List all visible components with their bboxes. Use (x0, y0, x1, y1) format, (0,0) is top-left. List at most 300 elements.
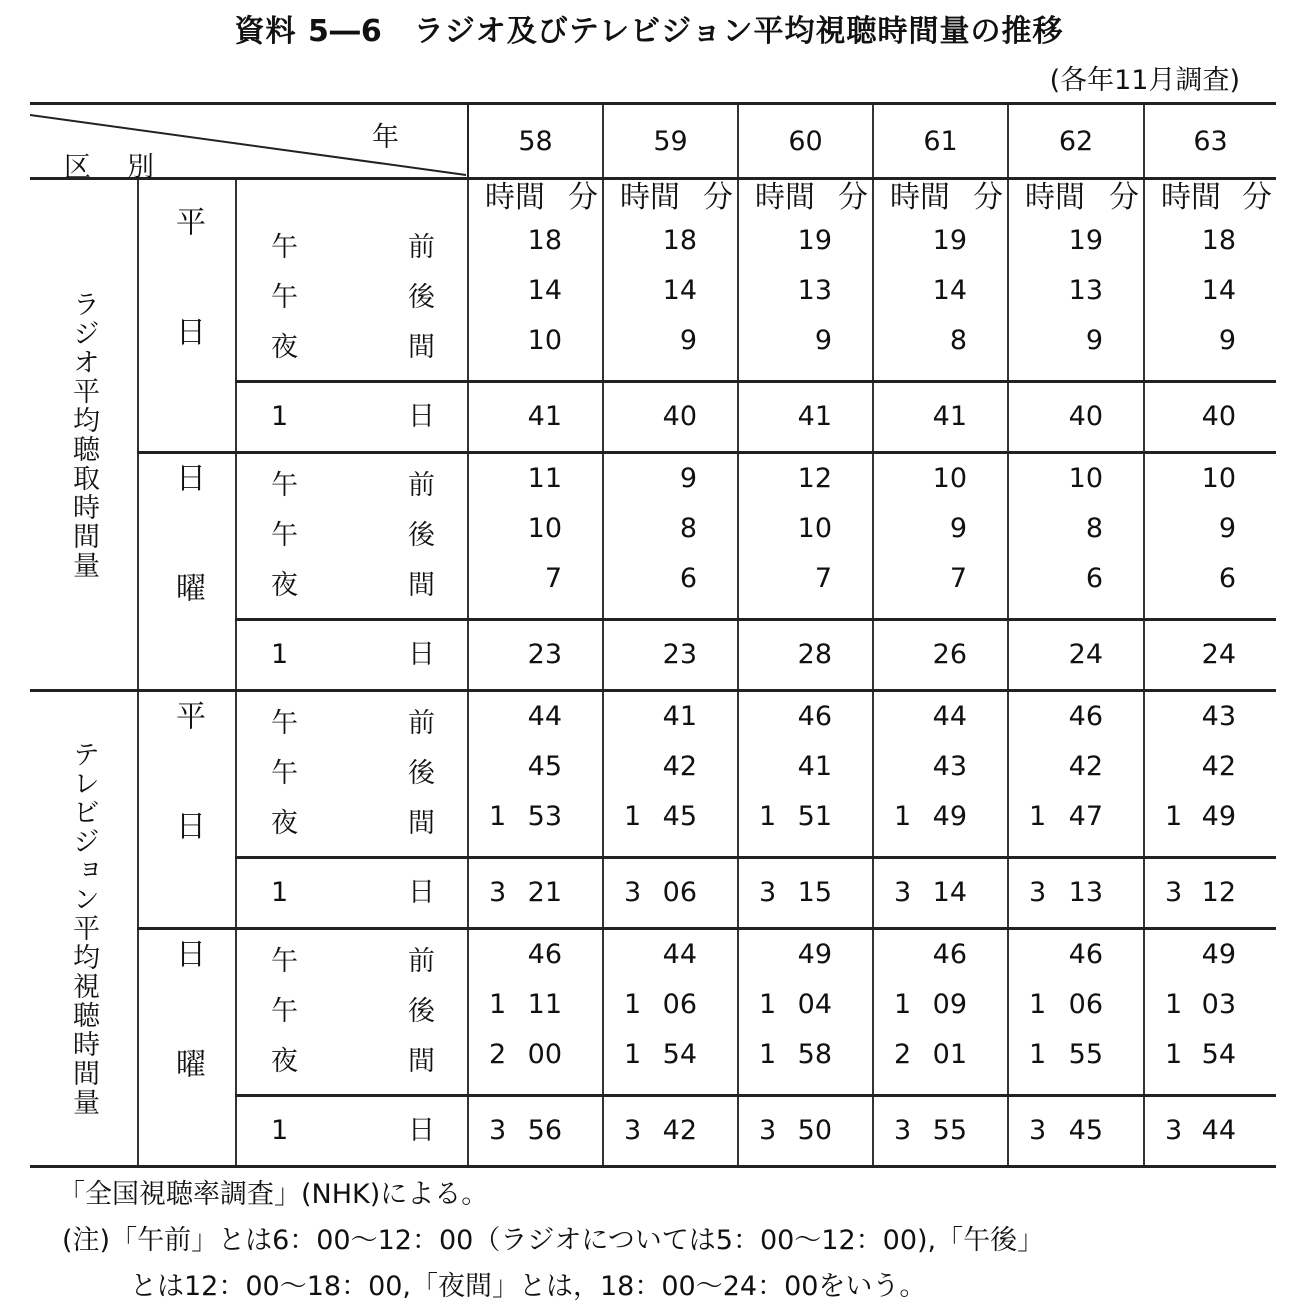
minute-value: 8 (949, 325, 968, 356)
minute-value: 6 (1218, 563, 1237, 594)
time-label-a: 午 (271, 996, 298, 1027)
day-type (138, 929, 236, 1167)
value-row (1145, 692, 1276, 742)
total-value-row (604, 621, 737, 689)
total-minute-value: 41 (932, 401, 968, 432)
unit-header (739, 180, 872, 216)
unit-header (1145, 180, 1276, 216)
notes (58, 1172, 1044, 1310)
time-label-a: 午 (271, 232, 298, 263)
minute-value: 04 (797, 989, 833, 1020)
value-row (739, 454, 872, 504)
value-row (604, 454, 737, 504)
unit-min: 分 (1242, 180, 1273, 215)
total-value-row (469, 621, 602, 689)
time-label-b: 後 (408, 996, 436, 1027)
minute-value: 54 (1201, 1039, 1237, 1070)
time-label-b: 間 (408, 808, 436, 839)
total-hour-value: 3 (759, 877, 777, 908)
value-row (469, 792, 602, 842)
total-hour-value: 3 (1029, 877, 1047, 908)
hour-value: 1 (624, 1039, 642, 1070)
value-row (469, 454, 602, 504)
value-row (874, 554, 1007, 604)
value-cell (1144, 179, 1276, 382)
total-minute-value: 44 (1201, 1115, 1237, 1146)
total-hour-value: 3 (489, 877, 507, 908)
minute-value: 13 (1068, 275, 1104, 306)
total-value-row (874, 1097, 1007, 1165)
total-minute-value: 40 (1068, 401, 1104, 432)
minute-value: 6 (679, 563, 698, 594)
time-labels (236, 453, 468, 620)
hour-value: 1 (489, 801, 507, 832)
minute-value: 51 (797, 801, 833, 832)
minute-value: 00 (527, 1039, 563, 1070)
value-row (604, 504, 737, 554)
value-row (1009, 980, 1143, 1030)
unit-hour: 時間 (620, 180, 681, 215)
value-cell (738, 691, 873, 858)
time-label-row (237, 699, 467, 749)
time-label-a: 午 (271, 708, 298, 739)
value-row (604, 980, 737, 1030)
minute-value: 06 (662, 989, 698, 1020)
value-row (469, 316, 602, 366)
day-type (138, 453, 236, 691)
total-value-cell (1144, 620, 1276, 691)
value-cell (468, 929, 603, 1096)
total-value-cell (468, 620, 603, 691)
value-cell (873, 179, 1008, 382)
time-label-row (237, 937, 467, 987)
definition-note-cont: とは12：00〜18：00,「夜間」とは，18：00〜24：00をいう。 (130, 1271, 927, 1302)
total-value-row (739, 621, 872, 689)
minute-value: 49 (797, 939, 833, 970)
hour-value: 1 (894, 801, 912, 832)
value-row (604, 692, 737, 742)
total-value-row (1009, 383, 1143, 451)
total-value-cell (468, 1096, 603, 1167)
total-minute-value: 26 (932, 639, 968, 670)
year-header: 58 (468, 104, 603, 179)
total-minute-value: 50 (797, 1115, 833, 1146)
day-type-label: 平日 (170, 699, 205, 920)
time-label-a: 夜 (271, 1046, 298, 1077)
minute-value: 14 (662, 275, 698, 306)
viewing-time-table (30, 102, 1276, 1168)
minute-value: 18 (1201, 225, 1237, 256)
time-label-row (237, 799, 467, 849)
unit-min: 分 (973, 180, 1004, 215)
value-cell (603, 691, 738, 858)
value-cell (1008, 929, 1144, 1096)
total-value-cell (738, 620, 873, 691)
value-row (739, 554, 872, 604)
total-label (236, 620, 468, 691)
total-value-cell (1144, 858, 1276, 929)
minute-value: 43 (932, 751, 968, 782)
minute-value: 58 (797, 1039, 833, 1070)
value-row (469, 216, 602, 266)
value-row (739, 692, 872, 742)
day-type-label: 日曜 (170, 937, 205, 1158)
value-row (874, 266, 1007, 316)
value-row (739, 1030, 872, 1080)
minute-value: 42 (662, 751, 698, 782)
total-label-b: 日 (408, 877, 436, 908)
value-row (1145, 742, 1276, 792)
total-label-row (237, 621, 467, 689)
total-value-row (1145, 859, 1276, 927)
total-minute-value: 21 (527, 877, 563, 908)
total-value-row (469, 1097, 602, 1165)
value-cell (738, 929, 873, 1096)
value-cell (873, 929, 1008, 1096)
minute-value: 43 (1201, 701, 1237, 732)
total-value-row (1145, 1097, 1276, 1165)
total-hour-value: 3 (1165, 877, 1183, 908)
total-minute-value: 13 (1068, 877, 1104, 908)
total-value-cell (1144, 1096, 1276, 1167)
total-value-cell (738, 858, 873, 929)
value-cell (873, 453, 1008, 620)
minute-value: 12 (797, 463, 833, 494)
total-minute-value: 24 (1201, 639, 1237, 670)
value-row (1009, 930, 1143, 980)
total-value-cell (873, 1096, 1008, 1167)
total-value-row (604, 383, 737, 451)
value-row (469, 504, 602, 554)
value-row (1009, 742, 1143, 792)
total-value-cell (1144, 382, 1276, 453)
hour-value: 1 (624, 989, 642, 1020)
total-value-cell (1008, 1096, 1144, 1167)
value-cell (603, 453, 738, 620)
minute-value: 44 (932, 701, 968, 732)
time-rows (30, 929, 1276, 1096)
value-row (874, 216, 1007, 266)
minute-value: 10 (527, 325, 563, 356)
value-row (469, 554, 602, 604)
value-cell (468, 453, 603, 620)
minute-value: 46 (797, 701, 833, 732)
hour-value: 1 (1165, 801, 1183, 832)
total-value-row (739, 1097, 872, 1165)
value-row (739, 742, 872, 792)
value-row (739, 216, 872, 266)
total-value-cell (1008, 620, 1144, 691)
value-row (604, 266, 737, 316)
time-label-a: 午 (271, 758, 298, 789)
minute-value: 9 (949, 513, 968, 544)
total-value-row (874, 621, 1007, 689)
value-row (469, 692, 602, 742)
value-row (1145, 454, 1276, 504)
value-row (469, 742, 602, 792)
header-row (30, 104, 1276, 179)
time-label-a: 夜 (271, 332, 298, 363)
time-label-a: 午 (271, 282, 298, 313)
value-cell (873, 691, 1008, 858)
survey-note: (各年11月調査) (1049, 65, 1240, 96)
time-label-row (237, 511, 467, 561)
time-label-a: 午 (271, 470, 298, 501)
value-row (739, 980, 872, 1030)
value-row (604, 316, 737, 366)
minute-value: 13 (797, 275, 833, 306)
value-row (874, 1030, 1007, 1080)
minute-value: 7 (949, 563, 968, 594)
value-cell (468, 691, 603, 858)
total-minute-value: 55 (932, 1115, 968, 1146)
total-value-cell (1008, 382, 1144, 453)
unit-min: 分 (838, 180, 869, 215)
value-row (604, 216, 737, 266)
total-value-row (469, 383, 602, 451)
minute-value: 7 (544, 563, 563, 594)
total-minute-value: 12 (1201, 877, 1237, 908)
time-label-row (237, 1037, 467, 1087)
total-value-row (604, 859, 737, 927)
total-label-row (237, 1097, 467, 1165)
total-label-a: 1 (271, 639, 289, 670)
section-label: ラジオ平均聴取時間量 (30, 179, 138, 691)
day-type (138, 691, 236, 929)
total-value-cell (468, 858, 603, 929)
value-row (739, 504, 872, 554)
total-value-cell (603, 382, 738, 453)
value-cell (738, 179, 873, 382)
hour-value: 1 (624, 801, 642, 832)
total-label-a: 1 (271, 877, 289, 908)
minute-value: 10 (527, 513, 563, 544)
value-row (1009, 792, 1143, 842)
hour-value: 1 (1029, 1039, 1047, 1070)
total-value-cell (603, 620, 738, 691)
year-header: 63 (1144, 104, 1276, 179)
unit-header (469, 180, 602, 216)
total-minute-value: 15 (797, 877, 833, 908)
hour-value: 1 (1165, 1039, 1183, 1070)
total-value-row (604, 1097, 737, 1165)
minute-value: 44 (527, 701, 563, 732)
total-hour-value: 3 (489, 1115, 507, 1146)
year-header: 60 (738, 104, 873, 179)
time-label-row (237, 749, 467, 799)
unit-header (1009, 180, 1143, 216)
total-label (236, 858, 468, 929)
minute-value: 01 (932, 1039, 968, 1070)
unit-hour: 時間 (1161, 180, 1222, 215)
value-row (469, 930, 602, 980)
total-value-cell (873, 858, 1008, 929)
value-row (739, 930, 872, 980)
time-label-b: 前 (408, 708, 436, 739)
time-label-b: 前 (408, 470, 436, 501)
day-type-label: 平日 (170, 205, 205, 426)
total-value-row (1009, 859, 1143, 927)
value-row (1009, 454, 1143, 504)
minute-value: 55 (1068, 1039, 1104, 1070)
total-label-a: 1 (271, 1115, 289, 1146)
hour-value: 1 (1029, 801, 1047, 832)
total-value-row (469, 859, 602, 927)
minute-value: 9 (1218, 325, 1237, 356)
total-label-b: 日 (408, 1115, 436, 1146)
value-row (1145, 266, 1276, 316)
total-label-a: 1 (271, 401, 289, 432)
source-note: 「全国視聴率調査」(NHK)による。 (58, 1179, 489, 1210)
hour-value: 1 (759, 801, 777, 832)
minute-value: 19 (932, 225, 968, 256)
value-row (1009, 554, 1143, 604)
value-cell (1008, 691, 1144, 858)
value-row (874, 742, 1007, 792)
minute-value: 8 (1085, 513, 1104, 544)
hour-value: 2 (894, 1039, 912, 1070)
total-hour-value: 3 (759, 1115, 777, 1146)
time-label-b: 後 (408, 282, 436, 313)
total-minute-value: 40 (1201, 401, 1237, 432)
minute-value: 19 (1068, 225, 1104, 256)
unit-header (604, 180, 737, 216)
time-rows (30, 453, 1276, 620)
total-minute-value: 42 (662, 1115, 698, 1146)
total-minute-value: 06 (662, 877, 698, 908)
minute-value: 49 (932, 801, 968, 832)
year-label: 年 (372, 122, 400, 153)
minute-value: 45 (527, 751, 563, 782)
day-type (138, 179, 236, 453)
minute-value: 10 (1201, 463, 1237, 494)
minute-value: 14 (527, 275, 563, 306)
value-row (739, 266, 872, 316)
page-title: 資料 5―6 ラジオ及びテレビジョン平均視聴時間量の推移 (234, 14, 1064, 49)
year-header: 62 (1008, 104, 1144, 179)
total-value-cell (738, 382, 873, 453)
definition-note: (注)「午前」とは6：00〜12：00（ラジオについては5：00〜12：00),「午後」 (62, 1225, 1045, 1256)
time-labels (236, 929, 468, 1096)
total-label-b: 日 (408, 401, 436, 432)
time-label-row (237, 323, 467, 373)
total-minute-value: 28 (797, 639, 833, 670)
minute-value: 54 (662, 1039, 698, 1070)
total-value-row (1145, 383, 1276, 451)
unit-hour: 時間 (485, 180, 546, 215)
value-row (874, 792, 1007, 842)
minute-value: 47 (1068, 801, 1104, 832)
time-label-row (237, 223, 467, 273)
minute-value: 46 (527, 939, 563, 970)
minute-value: 14 (1201, 275, 1237, 306)
total-hour-value: 3 (894, 1115, 912, 1146)
minute-value: 09 (932, 989, 968, 1020)
minute-value: 10 (932, 463, 968, 494)
time-label-b: 間 (408, 332, 436, 363)
time-rows (30, 691, 1276, 858)
unit-min: 分 (703, 180, 734, 215)
time-label-a: 夜 (271, 570, 298, 601)
value-cell (1008, 453, 1144, 620)
unit-spacer (237, 187, 467, 223)
time-label-row (237, 987, 467, 1037)
value-row (604, 792, 737, 842)
time-label-a: 午 (271, 946, 298, 977)
value-row (1145, 980, 1276, 1030)
value-row (1145, 504, 1276, 554)
minute-value: 06 (1068, 989, 1104, 1020)
minute-value: 6 (1085, 563, 1104, 594)
minute-value: 41 (797, 751, 833, 782)
total-minute-value: 14 (932, 877, 968, 908)
day-type-label: 日曜 (170, 461, 205, 682)
total-label-row (237, 859, 467, 927)
minute-value: 19 (797, 225, 833, 256)
total-value-row (1145, 621, 1276, 689)
time-label-row (237, 561, 467, 611)
minute-value: 7 (814, 563, 833, 594)
total-value-cell (738, 1096, 873, 1167)
value-row (1145, 930, 1276, 980)
value-row (604, 742, 737, 792)
value-row (1145, 316, 1276, 366)
minute-value: 18 (662, 225, 698, 256)
time-label-b: 後 (408, 758, 436, 789)
total-minute-value: 41 (527, 401, 563, 432)
minute-value: 10 (1068, 463, 1104, 494)
time-label-a: 午 (271, 520, 298, 551)
minute-value: 41 (662, 701, 698, 732)
total-value-row (874, 383, 1007, 451)
value-row (604, 1030, 737, 1080)
value-cell (603, 179, 738, 382)
hour-value: 1 (759, 1039, 777, 1070)
value-row (469, 266, 602, 316)
total-label (236, 382, 468, 453)
total-minute-value: 24 (1068, 639, 1104, 670)
minute-value: 9 (814, 325, 833, 356)
minute-value: 45 (662, 801, 698, 832)
category-label: 区別 (64, 152, 190, 183)
section-label: テレビジョン平均視聴時間量 (30, 691, 138, 1167)
value-row (1145, 216, 1276, 266)
hour-value: 1 (489, 989, 507, 1020)
time-label-row (237, 461, 467, 511)
minute-value: 18 (527, 225, 563, 256)
total-minute-value: 23 (662, 639, 698, 670)
hour-value: 1 (894, 989, 912, 1020)
time-label-b: 間 (408, 1046, 436, 1077)
value-row (604, 554, 737, 604)
minute-value: 49 (1201, 801, 1237, 832)
total-value-cell (873, 382, 1008, 453)
value-cell (1008, 179, 1144, 382)
total-label-b: 日 (408, 639, 436, 670)
unit-hour: 時間 (890, 180, 951, 215)
total-value-cell (1008, 858, 1144, 929)
value-row (874, 980, 1007, 1030)
total-minute-value: 56 (527, 1115, 563, 1146)
value-row (874, 930, 1007, 980)
hour-value: 1 (1029, 989, 1047, 1020)
value-cell (1144, 453, 1276, 620)
minute-value: 53 (527, 801, 563, 832)
time-label-b: 前 (408, 946, 436, 977)
total-minute-value: 23 (527, 639, 563, 670)
unit-min: 分 (1109, 180, 1140, 215)
total-value-row (739, 859, 872, 927)
